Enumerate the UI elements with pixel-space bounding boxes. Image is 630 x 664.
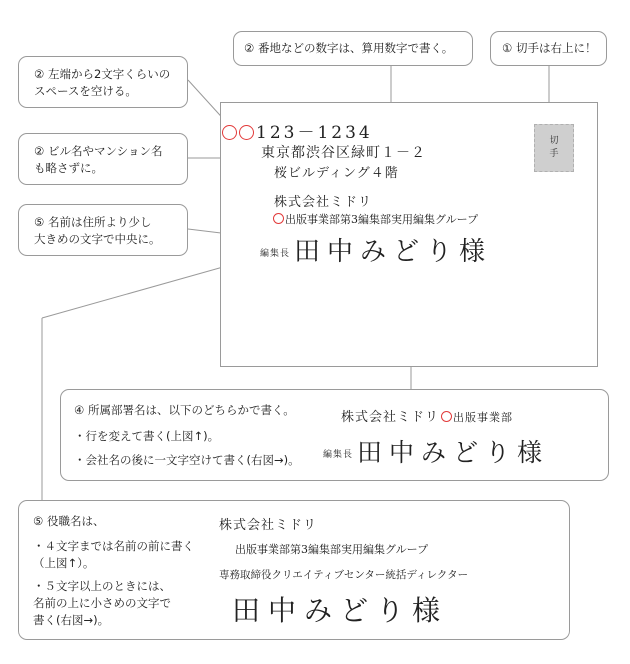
department-example-title: 編集長 [323,450,354,460]
department-example-department: 出版事業部 [453,411,514,424]
blank-space-marker-icon [222,125,237,140]
callout-stamp-text: ① 切手は右上に！ [502,41,597,55]
company-name: 株式会社ミドリ [274,195,373,210]
title-example-company: 株式会社ミドリ [219,518,318,533]
job-title: 編集長 [260,249,291,259]
department-name: 出版事業部第3編集部実用編集グループ [285,213,479,226]
blank-space-marker-icon [273,213,284,224]
postal-code: 123－1234 [256,123,373,143]
callout-blank-space [18,56,188,108]
job-title-rule-box [18,500,570,640]
job-title-rule-item-2: ・５文字以上のときには、 名前の上に小さめの文字で 書く(右図→)。 [33,579,171,627]
callout-stamp [490,31,607,66]
recipient-name: 田中みどり様 [294,237,493,267]
department-rule-item-2: ・会社名の後に一文字空けて書く(右図→)。 [74,453,300,467]
department-row [273,211,478,227]
blank-space-marker-icon [239,125,254,140]
callout-name-size [18,204,188,256]
recipient-row [260,231,492,268]
job-title-rule-heading: ⑤ 役職名は、 [33,514,105,528]
department-example-name: 田中みどり様 [357,438,550,467]
department-example-company: 株式会社ミドリ [341,410,440,425]
department-example-row [341,406,513,425]
department-rule-box [60,389,609,481]
department-rule-item-1: ・行を変えて書く(上図↑)。 [74,429,220,443]
callout-building [18,133,188,185]
postal-code-row [222,118,373,143]
callout-building-text: ② ビル名やマンション名 も略さずに。 [34,144,163,175]
callout-address-numbers [233,31,473,66]
callout-blank-space-text: ② 左端から2文字くらいの スペースを空ける。 [34,67,171,98]
stamp-placeholder [534,124,574,172]
address-line-1: 東京都渋谷区緑町１－２ [261,145,426,161]
department-rule-heading: ④ 所属部署名は、以下のどちらかで書く。 [74,403,295,417]
title-example-department: 出版事業部第3編集部実用編集グループ [235,543,429,556]
job-title-rule-item-1: ・４文字までは名前の前に書く （上図↑）。 [33,539,194,570]
title-example-name: 田中みどり様 [232,594,449,627]
callout-address-numbers-text: ② 番地などの数字は、算用数字で書く。 [244,41,454,55]
callout-name-size-text: ⑤ 名前は住所より少し 大きめの文字で中央に。 [34,215,161,246]
title-example-job-title: 専務取締役クリエイティブセンター統括ディレクター [219,569,469,581]
stamp-label-1: 切 [549,136,559,146]
department-example-name-row [323,433,549,469]
stamp-label-2: 手 [549,149,559,159]
blank-space-marker-icon [441,411,452,422]
address-line-2: 桜ビルディング４階 [274,166,399,181]
